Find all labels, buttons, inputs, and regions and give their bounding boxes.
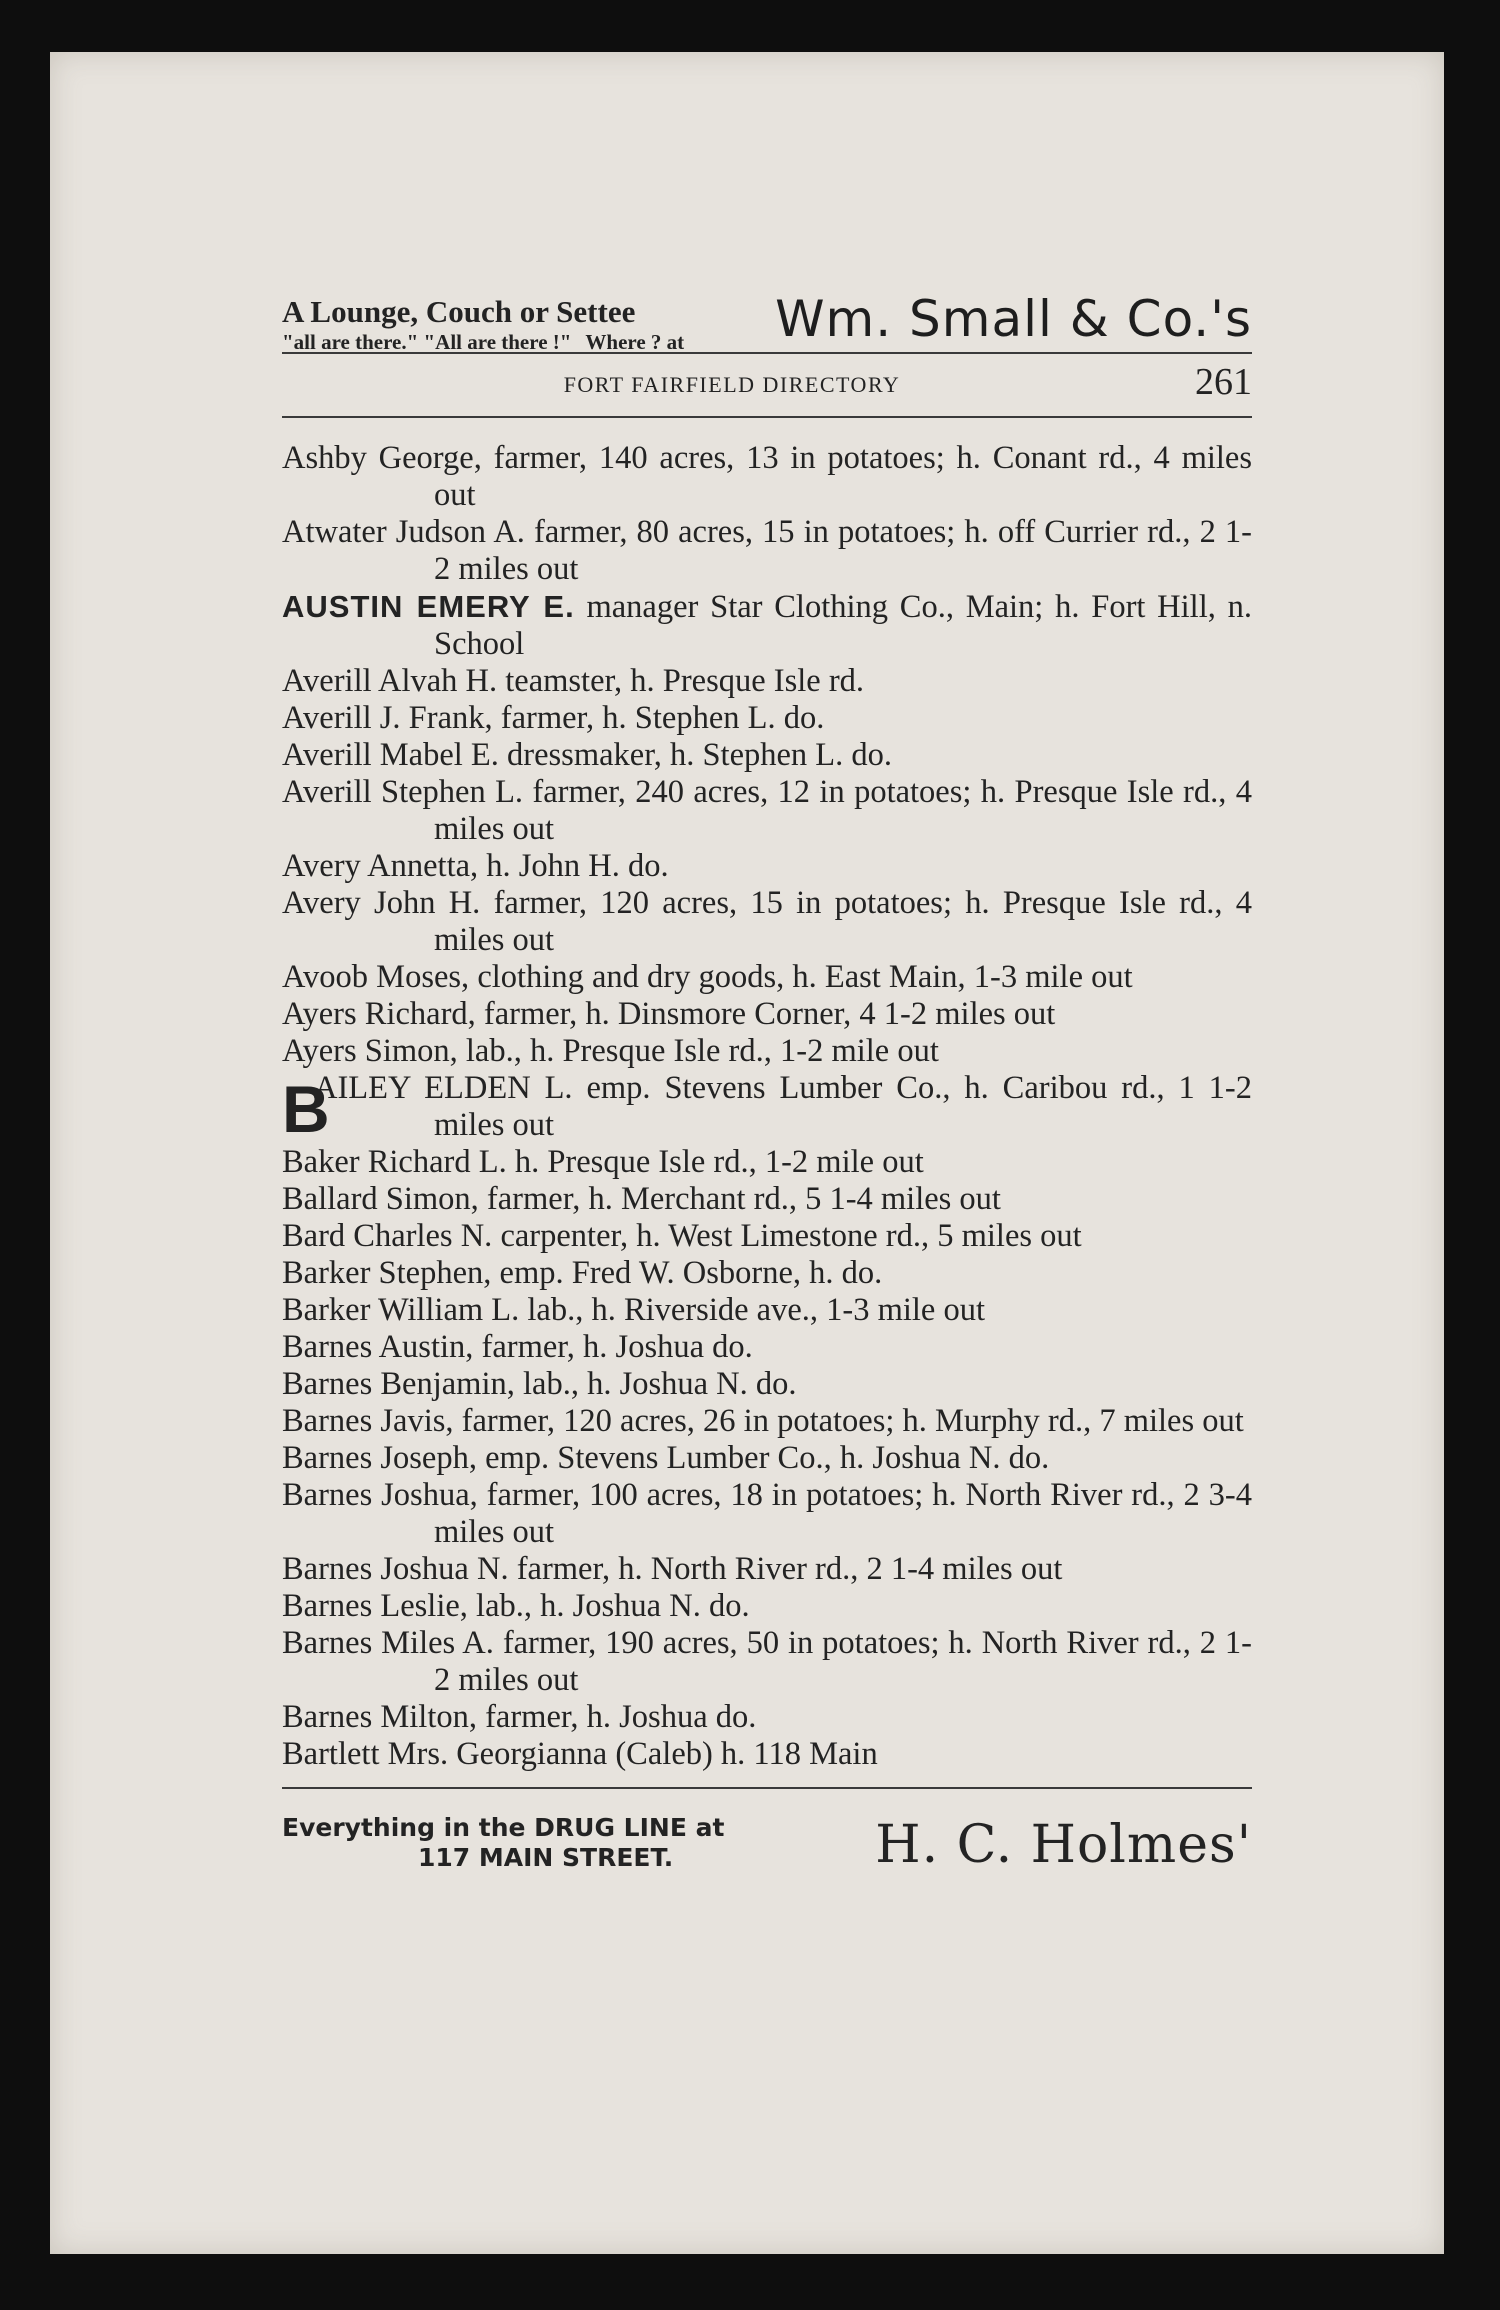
bottom-ad-text <box>282 1813 724 1873</box>
directory-entry <box>282 700 1252 737</box>
bottom-ad-line2: 117 MAIN STREET. <box>418 1843 674 1872</box>
page-content <box>282 242 1252 1899</box>
entry-name: Barnes Javis, <box>282 1403 454 1439</box>
entry-details: farmer, 190 acres, 50 in potatoes; h. North River rd., 2 1-2 miles out <box>434 1625 1252 1698</box>
directory-entry <box>282 774 1252 848</box>
directory-entry <box>282 1144 1252 1181</box>
bottom-advertisement <box>282 1789 1252 1899</box>
entry-name: Averill J. Frank, <box>282 700 493 736</box>
entry-details: lab., h. Joshua N. do. <box>514 1366 797 1402</box>
entry-name: Barnes Joshua, <box>282 1477 478 1513</box>
entry-details: farmer, h. Stephen L. do. <box>492 700 825 736</box>
entry-name: Avery Annetta, <box>282 848 479 884</box>
top-ad-line2 <box>282 327 684 357</box>
top-ad-brand: Wm. Small & Co.'s <box>775 290 1252 348</box>
entry-name: Barnes Miles A. <box>282 1625 494 1661</box>
directory-title: FORT FAIRFIELD DIRECTORY <box>563 372 901 397</box>
entry-name: Barnes Leslie, <box>282 1588 468 1624</box>
directory-entry <box>282 1625 1252 1699</box>
entry-name: AUSTIN EMERY E. <box>282 589 575 624</box>
entry-name: Averill Mabel E. <box>282 737 499 773</box>
entry-name: Barker Stephen, <box>282 1255 492 1291</box>
directory-entry <box>282 1551 1252 1588</box>
running-header <box>282 354 1252 416</box>
directory-entry <box>282 737 1252 774</box>
entry-name: Bartlett Mrs. Georgianna <box>282 1736 608 1772</box>
entry-details: manager Star Clothing Co., Main; h. Fort Hill, n. School <box>434 589 1252 662</box>
entry-details: emp. Fred W. Osborne, h. do. <box>491 1255 883 1291</box>
entry-details: emp. Stevens Lumber Co., h. Caribou rd., 1 1-2 miles out <box>434 1070 1252 1143</box>
bottom-ad-line1: Everything in the DRUG LINE at <box>282 1813 725 1842</box>
entry-name: Ashby George, <box>282 440 482 476</box>
entry-name: Ayers Simon, <box>282 1033 458 1069</box>
top-ad-where: Where ? at <box>585 330 685 354</box>
entry-name: Bard Charles N. <box>282 1218 493 1254</box>
entry-name: Atwater Judson A. <box>282 514 525 550</box>
directory-entries <box>282 440 1252 1773</box>
directory-entry <box>282 1477 1252 1551</box>
entry-details: farmer, h. Joshua do. <box>476 1699 757 1735</box>
entry-details: lab., h. Riverside ave., 1-3 mile out <box>519 1292 985 1328</box>
top-ad-quotes: "all are there." "All are there !" <box>282 330 572 354</box>
page-number: 261 <box>1195 361 1252 403</box>
directory-entry <box>282 440 1252 514</box>
entry-details: lab., h. Presque Isle rd., 1-2 mile out <box>457 1033 939 1069</box>
entry-name: Barnes Joshua N. <box>282 1551 509 1587</box>
entry-details: (Caleb) h. 118 Main <box>607 1736 878 1772</box>
directory-entry <box>282 1329 1252 1366</box>
entry-details: h. John H. do. <box>478 848 669 884</box>
entry-name: Avoob Moses, <box>282 959 470 995</box>
entry-name: Averill Alvah H. <box>282 663 498 699</box>
bottom-ad-brand: H. C. Holmes' <box>875 1815 1252 1875</box>
entry-details: emp. Stevens Lumber Co., h. Joshua N. do. <box>476 1440 1050 1476</box>
entry-name: Barnes Benjamin, <box>282 1366 515 1402</box>
directory-entry <box>282 1218 1252 1255</box>
directory-entry <box>282 1699 1252 1736</box>
entry-details: clothing and dry goods, h. East Main, 1-3 mile out <box>469 959 1133 995</box>
entry-name: Barnes Milton, <box>282 1699 477 1735</box>
entry-details: farmer, 120 acres, 26 in potatoes; h. Murphy rd., 7 miles out <box>453 1403 1244 1439</box>
entry-name: Avery John H. <box>282 885 481 921</box>
entry-details: farmer, h. Merchant rd., 5 1-4 miles out <box>478 1181 1001 1217</box>
entry-name: Ayers Richard, <box>282 996 476 1032</box>
entry-name: Averill Stephen L. <box>282 774 524 810</box>
top-ad-text <box>282 294 685 357</box>
directory-entry <box>282 885 1252 959</box>
directory-entry <box>282 1366 1252 1403</box>
entry-details: teamster, h. Presque Isle rd. <box>497 663 865 699</box>
directory-entry <box>282 1292 1252 1329</box>
entry-details: farmer, h. Dinsmore Corner, 4 1-2 miles out <box>475 996 1056 1032</box>
directory-entry <box>282 848 1252 885</box>
entry-details: dressmaker, h. Stephen L. do. <box>498 737 893 773</box>
entry-details: farmer, h. Joshua do. <box>473 1329 753 1365</box>
directory-entry <box>282 996 1252 1033</box>
entry-details: farmer, 100 acres, 18 in potatoes; h. North River rd., 2 3-4 miles out <box>434 1477 1252 1550</box>
directory-entry <box>282 663 1252 700</box>
entry-name: AILEY ELDEN L. <box>314 1070 573 1106</box>
entry-name: Barker William L. <box>282 1292 520 1328</box>
directory-entry <box>282 1181 1252 1218</box>
entry-name: Barnes Joseph, <box>282 1440 477 1476</box>
entry-name: Baker Richard L. <box>282 1144 507 1180</box>
header-rule <box>282 416 1252 418</box>
entry-details: farmer, 80 acres, 15 in potatoes; h. off Currier rd., 2 1-2 miles out <box>434 514 1252 587</box>
entry-details: farmer, 120 acres, 15 in potatoes; h. Presque Isle rd., 4 miles out <box>434 885 1252 958</box>
directory-entry <box>282 1070 1252 1144</box>
entry-name: Ballard Simon, <box>282 1181 479 1217</box>
directory-page <box>50 52 1444 2254</box>
entry-details: carpenter, h. West Limestone rd., 5 miles out <box>492 1218 1082 1254</box>
directory-entry <box>282 959 1252 996</box>
directory-entry <box>282 1440 1252 1477</box>
entry-details: farmer, 140 acres, 13 in potatoes; h. Conant rd., 4 miles out <box>434 440 1252 513</box>
directory-entry <box>282 1736 1252 1773</box>
directory-entry <box>282 1255 1252 1292</box>
directory-entry <box>282 1588 1252 1625</box>
drop-cap: B <box>282 1072 330 1146</box>
entry-details: farmer, h. North River rd., 2 1-4 miles out <box>508 1551 1063 1587</box>
entry-details: h. Presque Isle rd., 1-2 mile out <box>506 1144 924 1180</box>
entry-name: Barnes Austin, <box>282 1329 474 1365</box>
directory-entry <box>282 514 1252 588</box>
entry-details: lab., h. Joshua N. do. <box>467 1588 750 1624</box>
top-advertisement <box>282 242 1252 352</box>
entry-details: farmer, 240 acres, 12 in potatoes; h. Presque Isle rd., 4 miles out <box>434 774 1252 847</box>
top-ad-line1: A Lounge, Couch or Settee <box>282 294 636 329</box>
directory-entry <box>282 1033 1252 1070</box>
directory-entry <box>282 588 1252 663</box>
directory-entry <box>282 1403 1252 1440</box>
